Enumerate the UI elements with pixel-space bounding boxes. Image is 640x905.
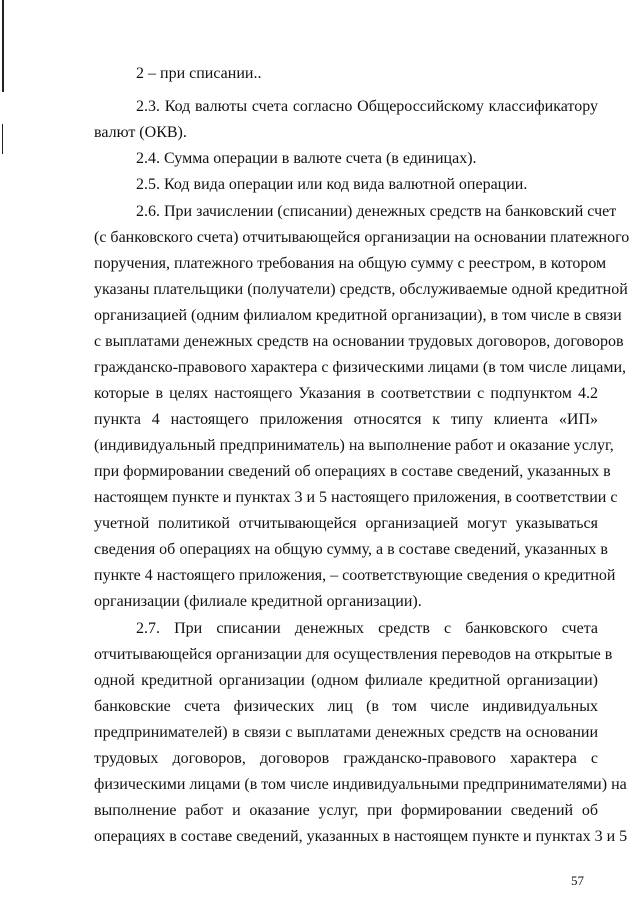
text-line: выполнение работ и оказание услуг, при формировании сведений об	[94, 802, 598, 819]
text-line: (индивидуальный предприниматель) на выполнение работ и оказание услуг,	[94, 437, 614, 454]
text-line: пункте 4 настоящего приложения, – соответствующие сведения о кредитной	[94, 567, 616, 584]
text-line: операциях в составе сведений, указанных в настоящем пункте и пунктах 3 и 5	[94, 828, 628, 845]
text-line: сведения об операциях на общую сумму, а в составе сведений, указанных в	[94, 541, 608, 558]
text-line: предпринимателей) в связи с выплатами денежных средств на основании	[94, 724, 598, 741]
text-line: учетной политикой отчитывающейся организацией могут указываться	[94, 515, 598, 532]
scan-edge-mark-middle	[2, 124, 3, 154]
text-line: 2 – при списании..	[136, 65, 262, 82]
text-line: указаны плательщики (получатели) средств, обслуживаемые одной кредитной	[94, 281, 628, 298]
text-line: поручения, платежного требования на общую сумму с реестром, в котором	[94, 255, 607, 272]
page-number: 57	[571, 873, 584, 888]
text-line: которые в целях настоящего Указания в соответствии с подпунктом 4.2	[94, 385, 598, 402]
text-line: физическими лицами (в том числе индивидуальными предпринимателями) на	[94, 776, 627, 793]
text-line: одной кредитной организации (одном филиале кредитной организации)	[94, 672, 598, 689]
text-line: (с банковского счета) отчитывающейся организации на основании платежного	[94, 229, 630, 246]
text-line: пункта 4 настоящего приложения относятся к типу клиента «ИП»	[94, 411, 598, 428]
text-line: с выплатами денежных средств на основании трудовых договоров, договоров	[94, 333, 624, 350]
text-line: 2.5. Код вида операции или код вида валютной операции.	[136, 176, 528, 193]
text-line: банковские счета физических лиц (в том числе индивидуальных	[94, 698, 598, 715]
text-line: 2.3. Код валюты счета согласно Общероссийскому классификатору	[136, 98, 598, 115]
text-line: 2.7. При списании денежных средств с банковского счета	[136, 620, 598, 637]
text-line: при формировании сведений об операциях в составе сведений, указанных в	[94, 463, 611, 480]
text-line: настоящем пункте и пунктах 3 и 5 настоящего приложения, в соответствии с	[94, 489, 618, 506]
text-line: отчитывающейся организации для осуществления переводов на открытые в	[94, 646, 613, 663]
scan-edge-mark-top	[2, 0, 4, 92]
text-line: гражданско-правового характера с физическими лицами (в том числе лицами,	[94, 359, 627, 376]
text-line: валют (ОКВ).	[94, 124, 187, 141]
text-line: трудовых договоров, договоров гражданско-правового характера с	[94, 750, 598, 767]
text-line: организации (филиале кредитной организации).	[94, 593, 422, 610]
text-line: 2.6. При зачислении (списании) денежных средств на банковский счет	[136, 203, 617, 220]
text-line: 2.4. Сумма операции в валюте счета (в единицах).	[136, 150, 477, 167]
text-line: организацией (одним филиалом кредитной организации), в том числе в связи	[94, 307, 622, 324]
